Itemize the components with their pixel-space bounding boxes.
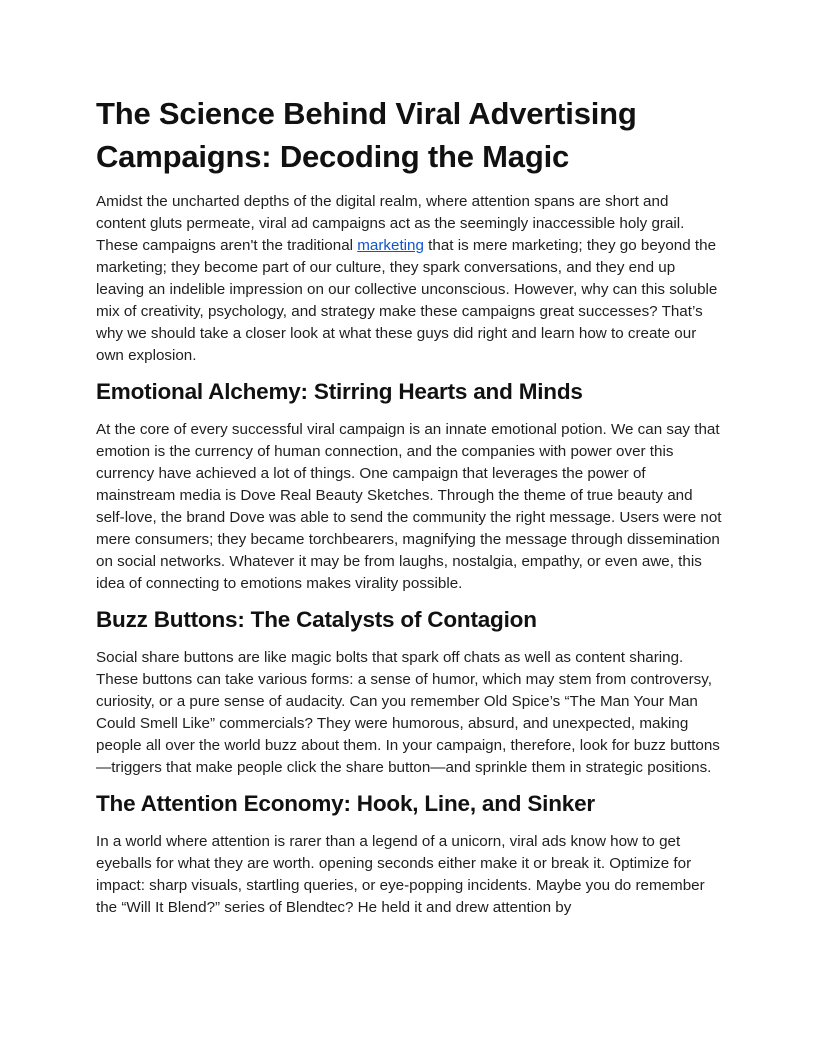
section-heading-emotional-alchemy: Emotional Alchemy: Stirring Hearts and Minds (96, 379, 583, 404)
section-heading-attention-economy: The Attention Economy: Hook, Line, and Sinker (96, 791, 595, 816)
section-body-buzz-buttons: Social share buttons are like magic bolts that spark off chats as well as content sharing. These buttons can take various forms: a sense of humor, which may stem from controversy, curiosity, or a pure sense of audacity. Can you remember Old Spice’s “The Man Your Man Could Smell Like” commercials? They were humorous, absurd, and unexpected, making people all over the world buzz about them. In your campaign, therefore, look for buzz buttons—triggers that make people click the share button—and sprinkle them in strategic positions. (96, 649, 720, 776)
section-heading-buzz-buttons: Buzz Buttons: The Catalysts of Contagion (96, 607, 537, 632)
marketing-link[interactable]: marketing (357, 237, 424, 254)
section-body-attention-economy: In a world where attention is rarer than a legend of a unicorn, viral ads know how to get eyeballs for what they are worth. opening seconds either make it or break it. Optimize for impact: sharp visuals, startling queries, or eye-popping incidents. Maybe you do remember the “Will It Blend?” series of Blendtec? He held it and drew attention by (96, 833, 705, 916)
section-body-emotional-alchemy: At the core of every successful viral campaign is an innate emotional potion. We can say that emotion is the currency of human connection, and the companies with power over this currency have achieved a lot of things. One campaign that leverages the power of mainstream media is Dove Real Beauty Sketches. Through the theme of true beauty and self-love, the brand Dove was able to send the community the right message. Users were not mere consumers; they became torchbearers, magnifying the message through dissemination on social networks. Whatever it may be from laughs, nostalgia, empathy, or even awe, this idea of connecting to emotions makes virality possible. (96, 421, 722, 592)
document-title: The Science Behind Viral Advertising Campaigns: Decoding the Magic (96, 96, 637, 174)
intro-text-before-link: Amidst the uncharted depths of the digital realm, where attention spans are short and content gluts permeate, viral ad campaigns act as the seemingly inaccessible holy grail. These campaigns aren't the traditional (96, 193, 685, 254)
intro-paragraph (96, 191, 722, 367)
document-page (96, 92, 722, 929)
intro-text-after-link: that is mere marketing; they go beyond the marketing; they become part of our culture, they spark conversations, and they end up leaving an indelible impression on our collective unconscious. However, why can this soluble mix of creativity, psychology, and strategy make these campaigns great successes? That’s why we should take a closer look at what these guys did right and learn how to create our own explosion. (96, 237, 718, 364)
